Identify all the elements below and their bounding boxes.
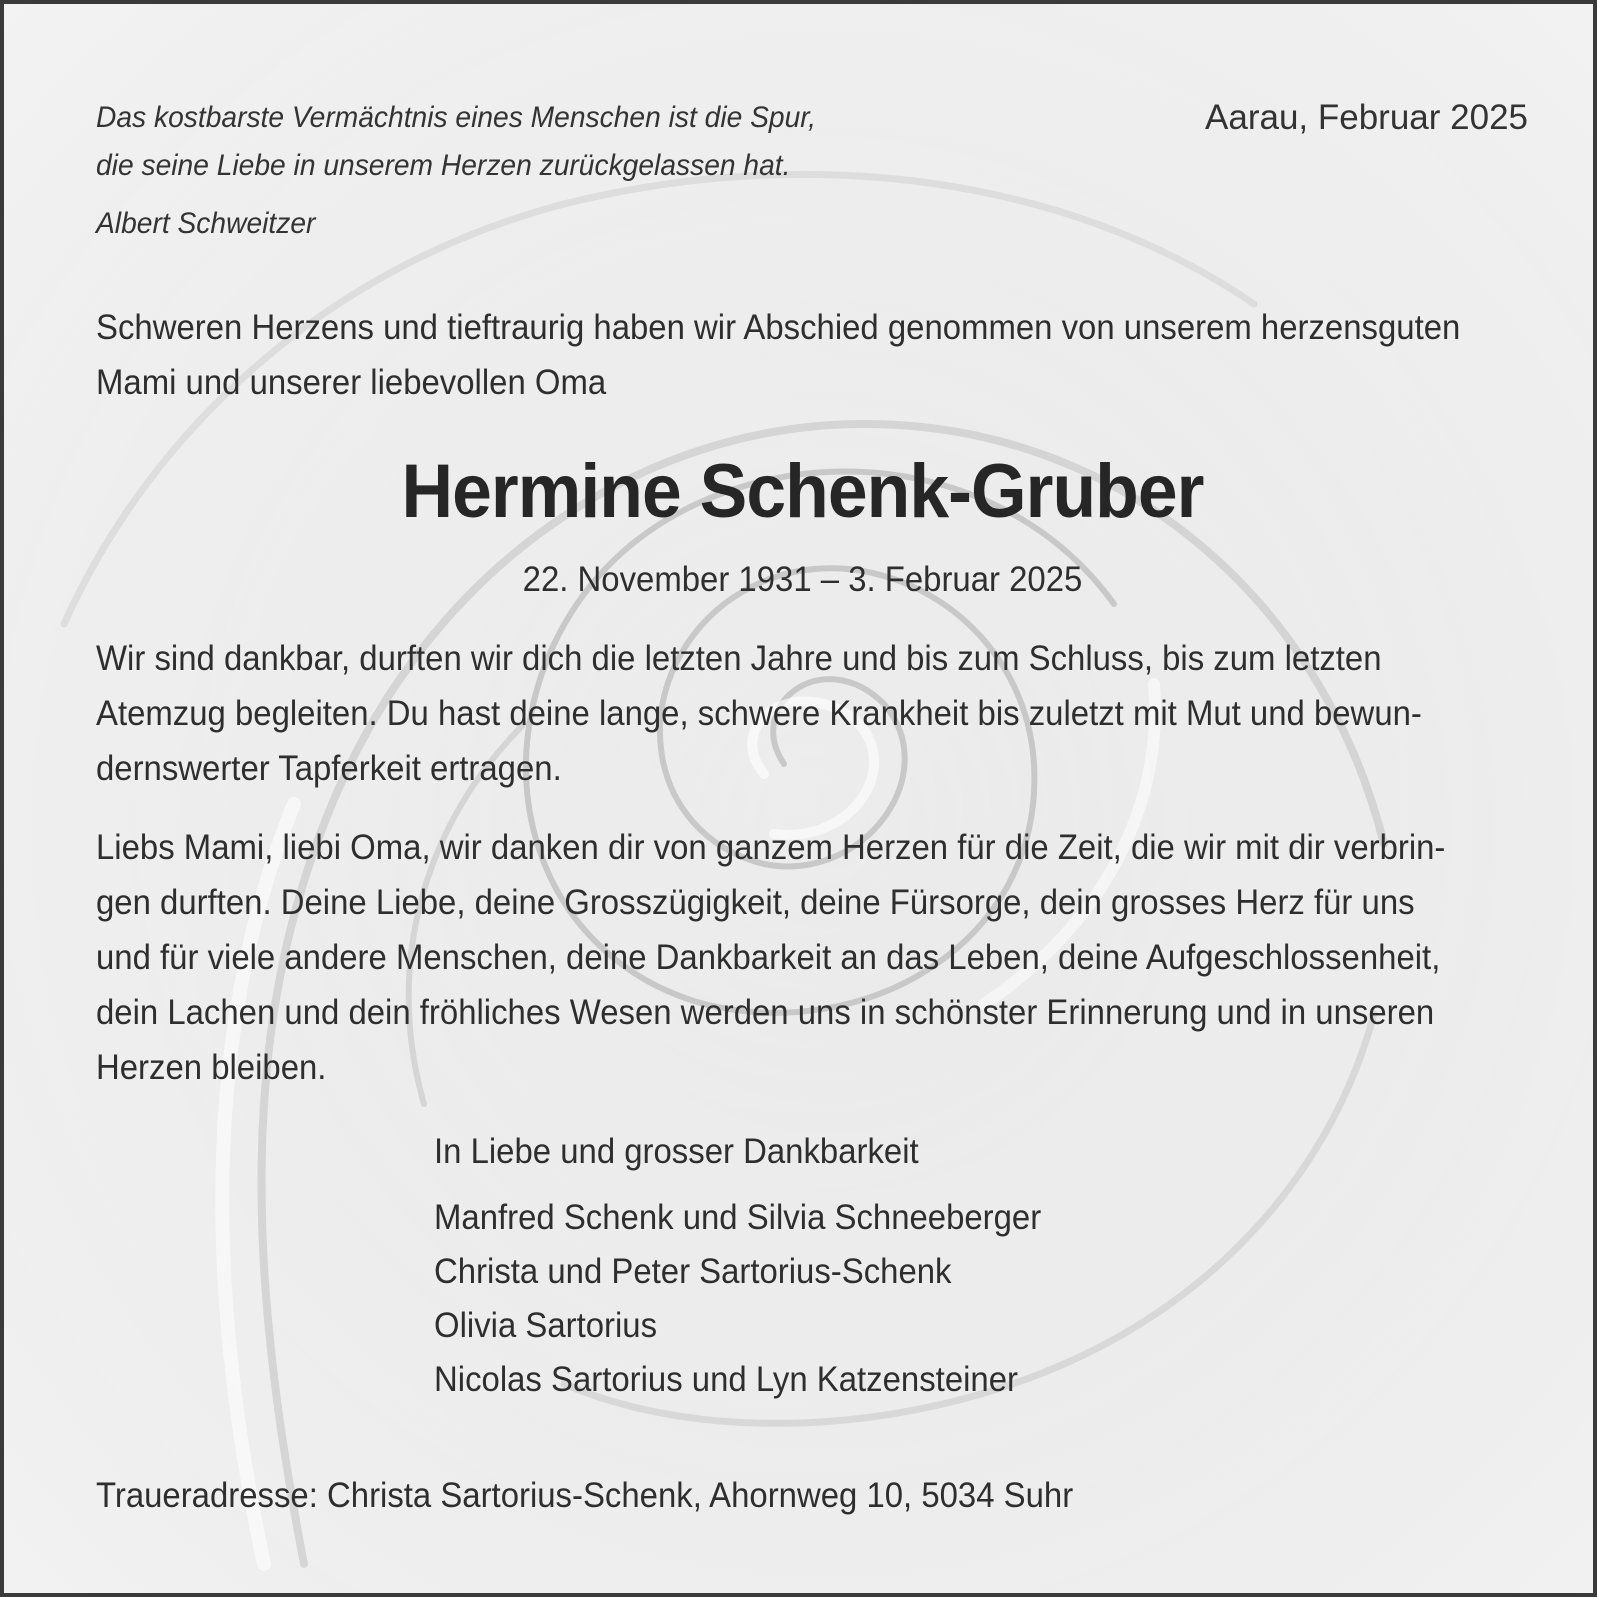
closing-line: In Liebe und grosser Dankbarkeit (434, 1132, 919, 1171)
paragraph-2-line: gen durften. Deine Liebe, deine Grosszügigkeit, deine Fürsorge, dein grosses Herz für uns (96, 883, 1415, 922)
mourner-name: Christa und Peter Sartorius-Schenk (434, 1252, 952, 1291)
paragraph-1-line: Wir sind dankbar, durften wir dich die letzten Jahre und bis zum Schluss, bis zum letzten (96, 639, 1382, 678)
quote-line-1: Das kostbarste Vermächtnis eines Menschen ist die Spur, (96, 101, 816, 134)
place-and-date: Aarau, Februar 2025 (1205, 98, 1528, 137)
mourner-name: Manfred Schenk und Silvia Schneeberger (434, 1198, 1042, 1237)
mourner-name: Nicolas Sartorius und Lyn Katzensteiner (434, 1360, 1018, 1399)
quote-line-2: die seine Liebe in unserem Herzen zurückgelassen hat. (96, 149, 791, 182)
paragraph-1-line: dernswerter Tapferkeit ertragen. (96, 749, 562, 788)
intro-line-2: Mami und unserer liebevollen Oma (96, 363, 607, 402)
mourning-address: Traueradresse: Christa Sartorius-Schenk, Ahornweg 10, 5034 Suhr (96, 1476, 1074, 1515)
paragraph-1-line: Atemzug begleiten. Du hast deine lange, schwere Krankheit bis zuletzt mit Mut und bewun- (96, 694, 1422, 733)
quote-author: Albert Schweitzer (96, 207, 316, 240)
mourner-name: Olivia Sartorius (434, 1306, 658, 1345)
paragraph-2-line: dein Lachen und dein fröhliches Wesen werden uns in schönster Erinnerung und in unseren (96, 993, 1435, 1032)
paragraph-2-line: und für viele andere Menschen, deine Dankbarkeit an das Leben, deine Aufgeschlossenheit, (96, 938, 1441, 977)
paragraph-2-line: Liebs Mami, liebi Oma, wir danken dir von ganzem Herzen für die Zeit, die wir mit dir verbrin- (96, 828, 1446, 867)
paragraph-2-line: Herzen bleiben. (96, 1048, 327, 1087)
intro-line-1: Schweren Herzens und tieftraurig haben wir Abschied genommen von unserem herzensguten (96, 308, 1461, 347)
life-dates: 22. November 1931 – 3. Februar 2025 (522, 560, 1083, 599)
deceased-name: Hermine Schenk-Gruber (401, 449, 1204, 534)
